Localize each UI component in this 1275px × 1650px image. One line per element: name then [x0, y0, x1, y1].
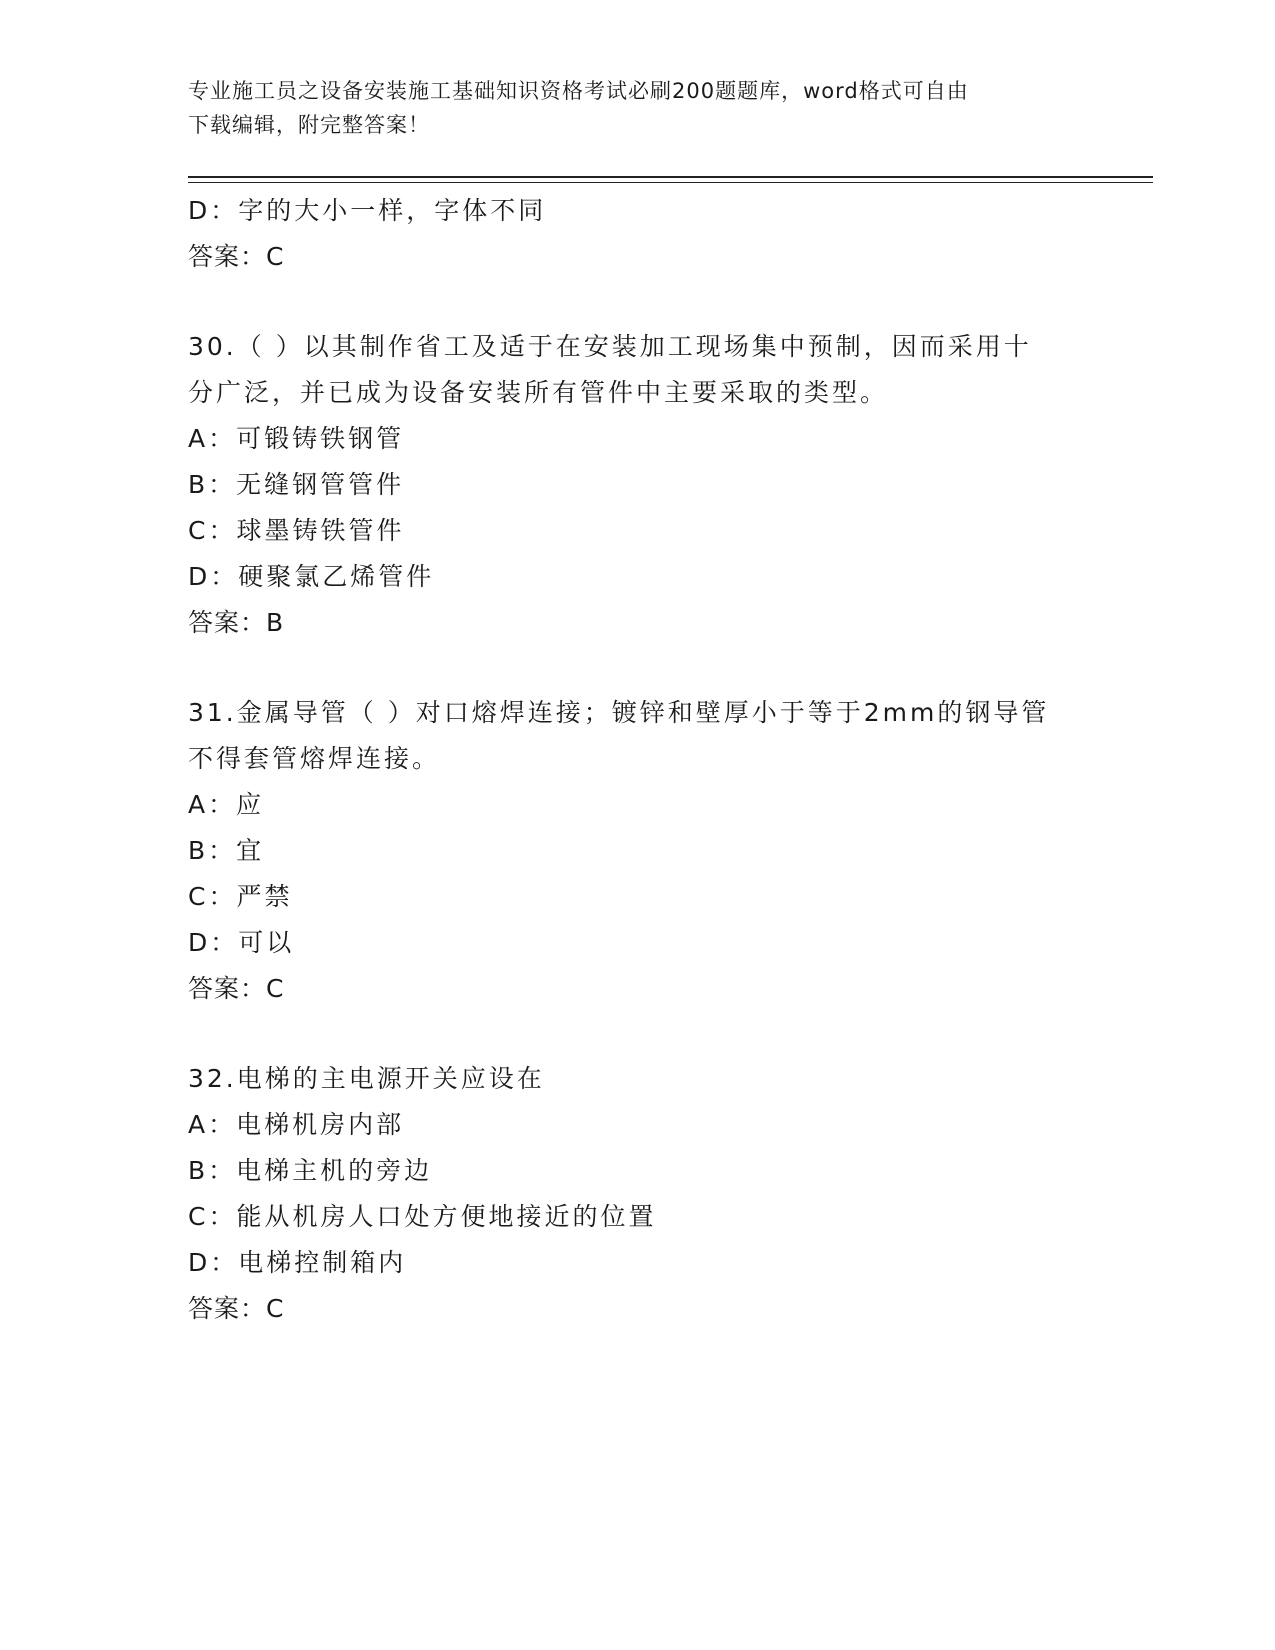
option-d: D：可以: [188, 928, 295, 957]
option-b: B：电梯主机的旁边: [188, 1156, 433, 1185]
spacer: [188, 1012, 1068, 1056]
question-stem: 不得套管熔焊连接。: [188, 744, 441, 773]
option-d: D：硬聚氯乙烯管件: [188, 562, 435, 591]
option-a: A：电梯机房内部: [188, 1110, 405, 1139]
option-a: A：应: [188, 790, 265, 819]
option-a: A：可锻铸铁钢管: [188, 424, 405, 453]
question-list: [188, 188, 1068, 1332]
spacer: [188, 280, 1068, 324]
option-c: C：能从机房人口处方便地接近的位置: [188, 1202, 657, 1231]
question-31: [188, 690, 1068, 1012]
answer: 答案：C: [188, 242, 285, 271]
header-rule-thick: [188, 176, 1153, 178]
spacer: [188, 646, 1068, 690]
option-b: B：宜: [188, 836, 265, 865]
answer: 答案：C: [188, 1294, 285, 1323]
question-30: [188, 324, 1068, 646]
header-line-1: 专业施工员之设备安装施工基础知识资格考试必刷200题题库，word格式可自由: [188, 79, 969, 103]
question-stem: 32.电梯的主电源开关应设在: [188, 1064, 545, 1093]
answer: 答案：B: [188, 608, 285, 637]
option-b: B：无缝钢管管件: [188, 470, 405, 499]
header-line-2: 下载编辑，附完整答案！: [188, 113, 430, 137]
question-stem: 31.金属导管（ ）对口熔焊连接；镀锌和壁厚小于等于2mm的钢导管: [188, 698, 1050, 727]
question-29-tail: [188, 188, 1068, 280]
answer: 答案：C: [188, 974, 285, 1003]
option-c: C：严禁: [188, 882, 293, 911]
option-c: C：球墨铸铁管件: [188, 516, 405, 545]
question-stem: 分广泛，并已成为设备安装所有管件中主要采取的类型。: [188, 378, 889, 407]
document-header: [188, 74, 1068, 142]
header-rule-thin: [188, 182, 1153, 183]
question-32: [188, 1056, 1068, 1332]
option-d: D：电梯控制箱内: [188, 1248, 407, 1277]
option-d: D：字的大小一样，字体不同: [188, 196, 547, 225]
question-stem: 30.（ ）以其制作省工及适于在安装加工现场集中预制，因而采用十: [188, 332, 1032, 361]
